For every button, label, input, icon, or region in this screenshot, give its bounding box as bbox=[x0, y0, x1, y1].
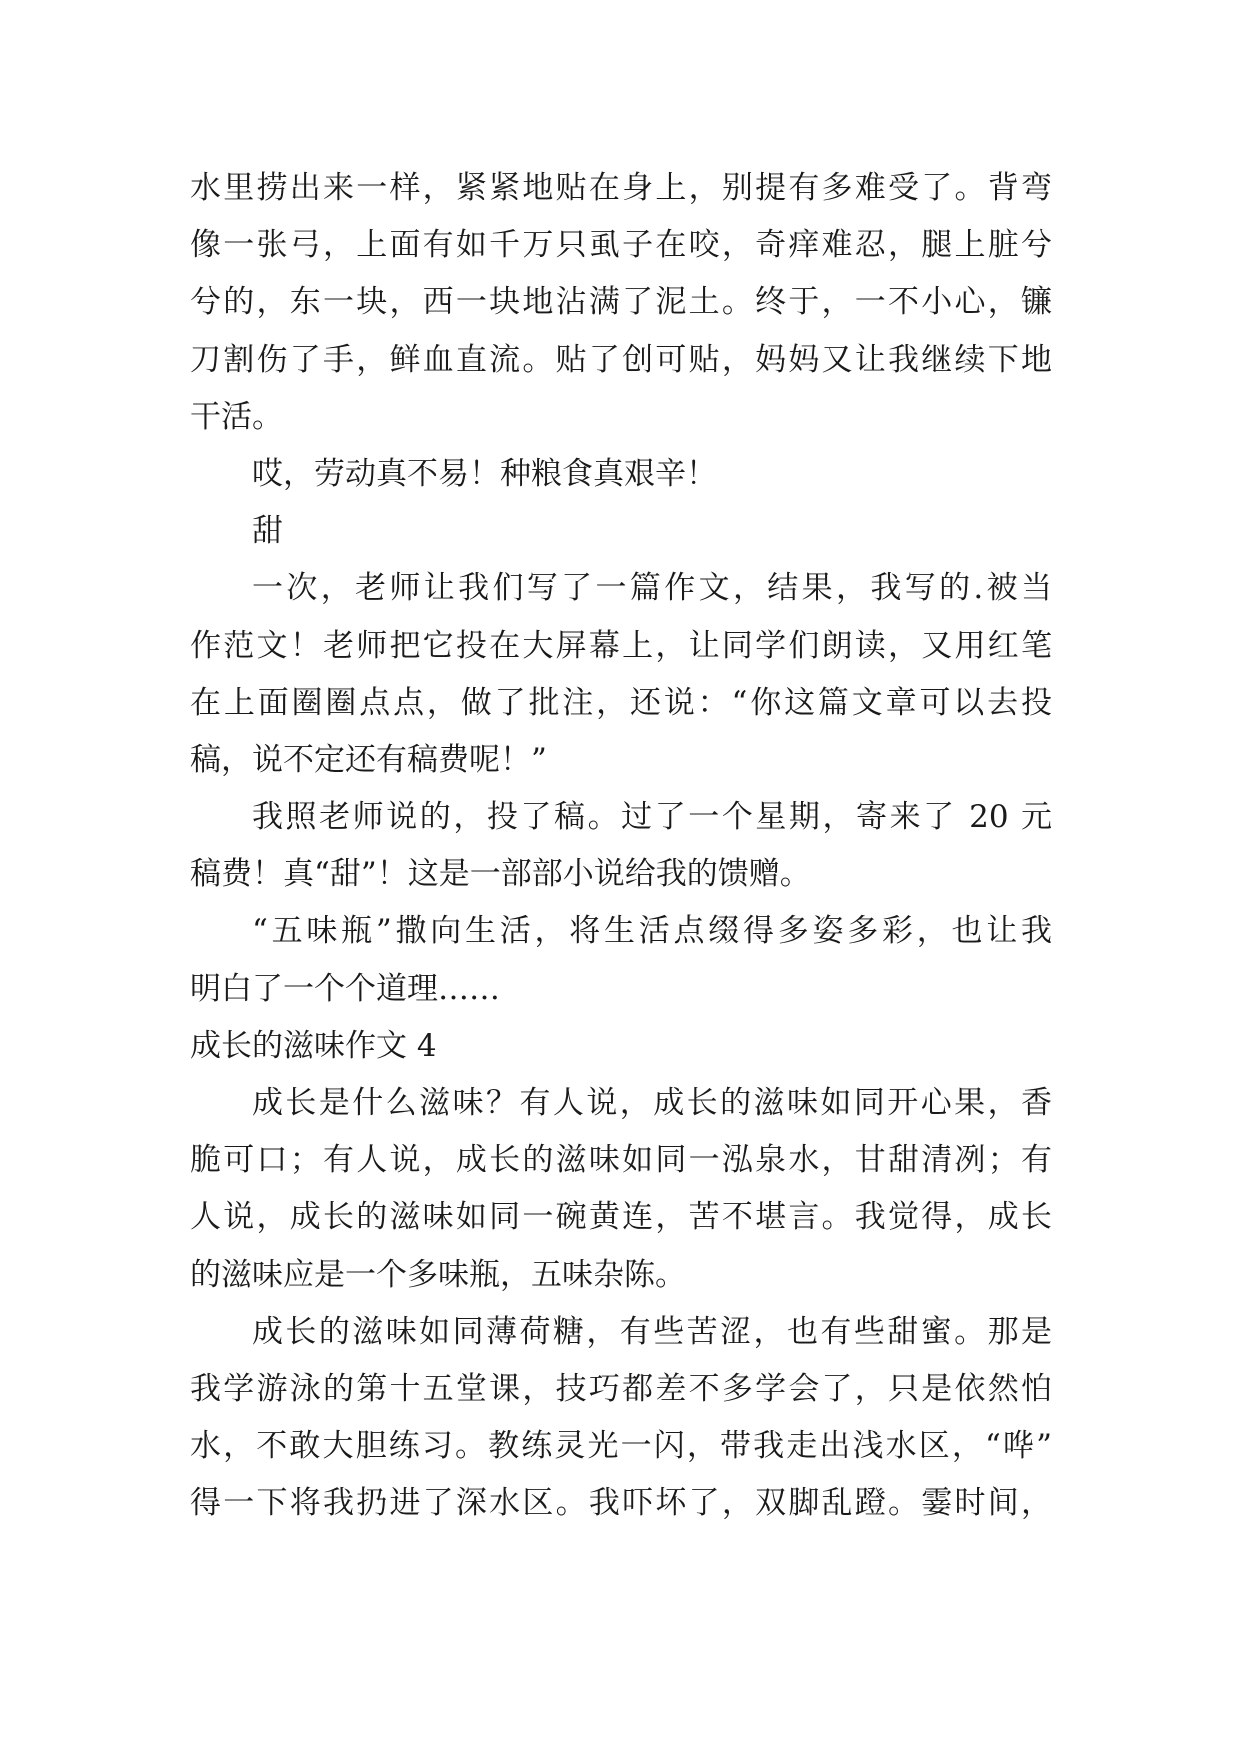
text-line: 作范文！老师把它投在大屏幕上，让同学们朗读，又用红笔 bbox=[190, 627, 1052, 664]
text-line: “五味瓶”撒向生活，将生活点缀得多姿多彩，也让我 bbox=[252, 913, 1052, 950]
text-line: 的滋味应是一个多味瓶，五味杂陈。 bbox=[190, 1256, 686, 1293]
text-line: 像一张弓，上面有如千万只虱子在咬，奇痒难忍，腿上脏兮 bbox=[190, 227, 1052, 264]
text-line: 明白了一个个道理…… bbox=[190, 970, 500, 1007]
text-line: 稿，说不定还有稿费呢！” bbox=[190, 741, 547, 778]
text-line: 水，不敢大胆练习。教练灵光一闪，带我走出浅水区，“哗” bbox=[190, 1428, 1052, 1465]
text-line: 一次，老师让我们写了一篇作文，结果，我写的.被当 bbox=[252, 570, 1052, 607]
section-title: 甜 bbox=[252, 513, 283, 550]
text-line: 水里捞出来一样，紧紧地贴在身上，别提有多难受了。背弯 bbox=[190, 170, 1052, 206]
text-line: 我照老师说的，投了稿。过了一个星期，寄来了 20 元 bbox=[252, 799, 1052, 836]
document-body bbox=[190, 160, 1052, 1533]
text-line: 稿费！真“甜”！这是一部部小说给我的馈赠。 bbox=[190, 856, 811, 893]
text-line: 哎，劳动真不易！种粮食真艰辛！ bbox=[252, 455, 717, 492]
text-line: 成长是什么滋味？有人说，成长的滋味如同开心果，香 bbox=[252, 1085, 1052, 1121]
text-line: 刀割伤了手，鲜血直流。贴了创可贴，妈妈又让我继续下地 bbox=[190, 341, 1052, 378]
text-line: 脆可口；有人说，成长的滋味如同一泓泉水，甘甜清冽；有 bbox=[190, 1142, 1052, 1179]
text-line: 得一下将我扔进了深水区。我吓坏了，双脚乱蹬。霎时间， bbox=[190, 1485, 1052, 1522]
article-heading: 成长的滋味作文 4 bbox=[190, 1027, 437, 1064]
text-line: 兮的，东一块，西一块地沾满了泥土。终于，一不小心，镰 bbox=[190, 284, 1052, 321]
text-line: 成长的滋味如同薄荷糖，有些苦涩，也有些甜蜜。那是 bbox=[252, 1313, 1052, 1350]
text-line: 人说，成长的滋味如同一碗黄连，苦不堪言。我觉得，成长 bbox=[190, 1199, 1052, 1236]
text-line: 我学游泳的第十五堂课，技巧都差不多学会了，只是依然怕 bbox=[190, 1370, 1052, 1407]
text-line: 干活。 bbox=[190, 398, 283, 435]
text-line: 在上面圈圈点点，做了批注，还说：“你这篇文章可以去投 bbox=[190, 684, 1052, 721]
